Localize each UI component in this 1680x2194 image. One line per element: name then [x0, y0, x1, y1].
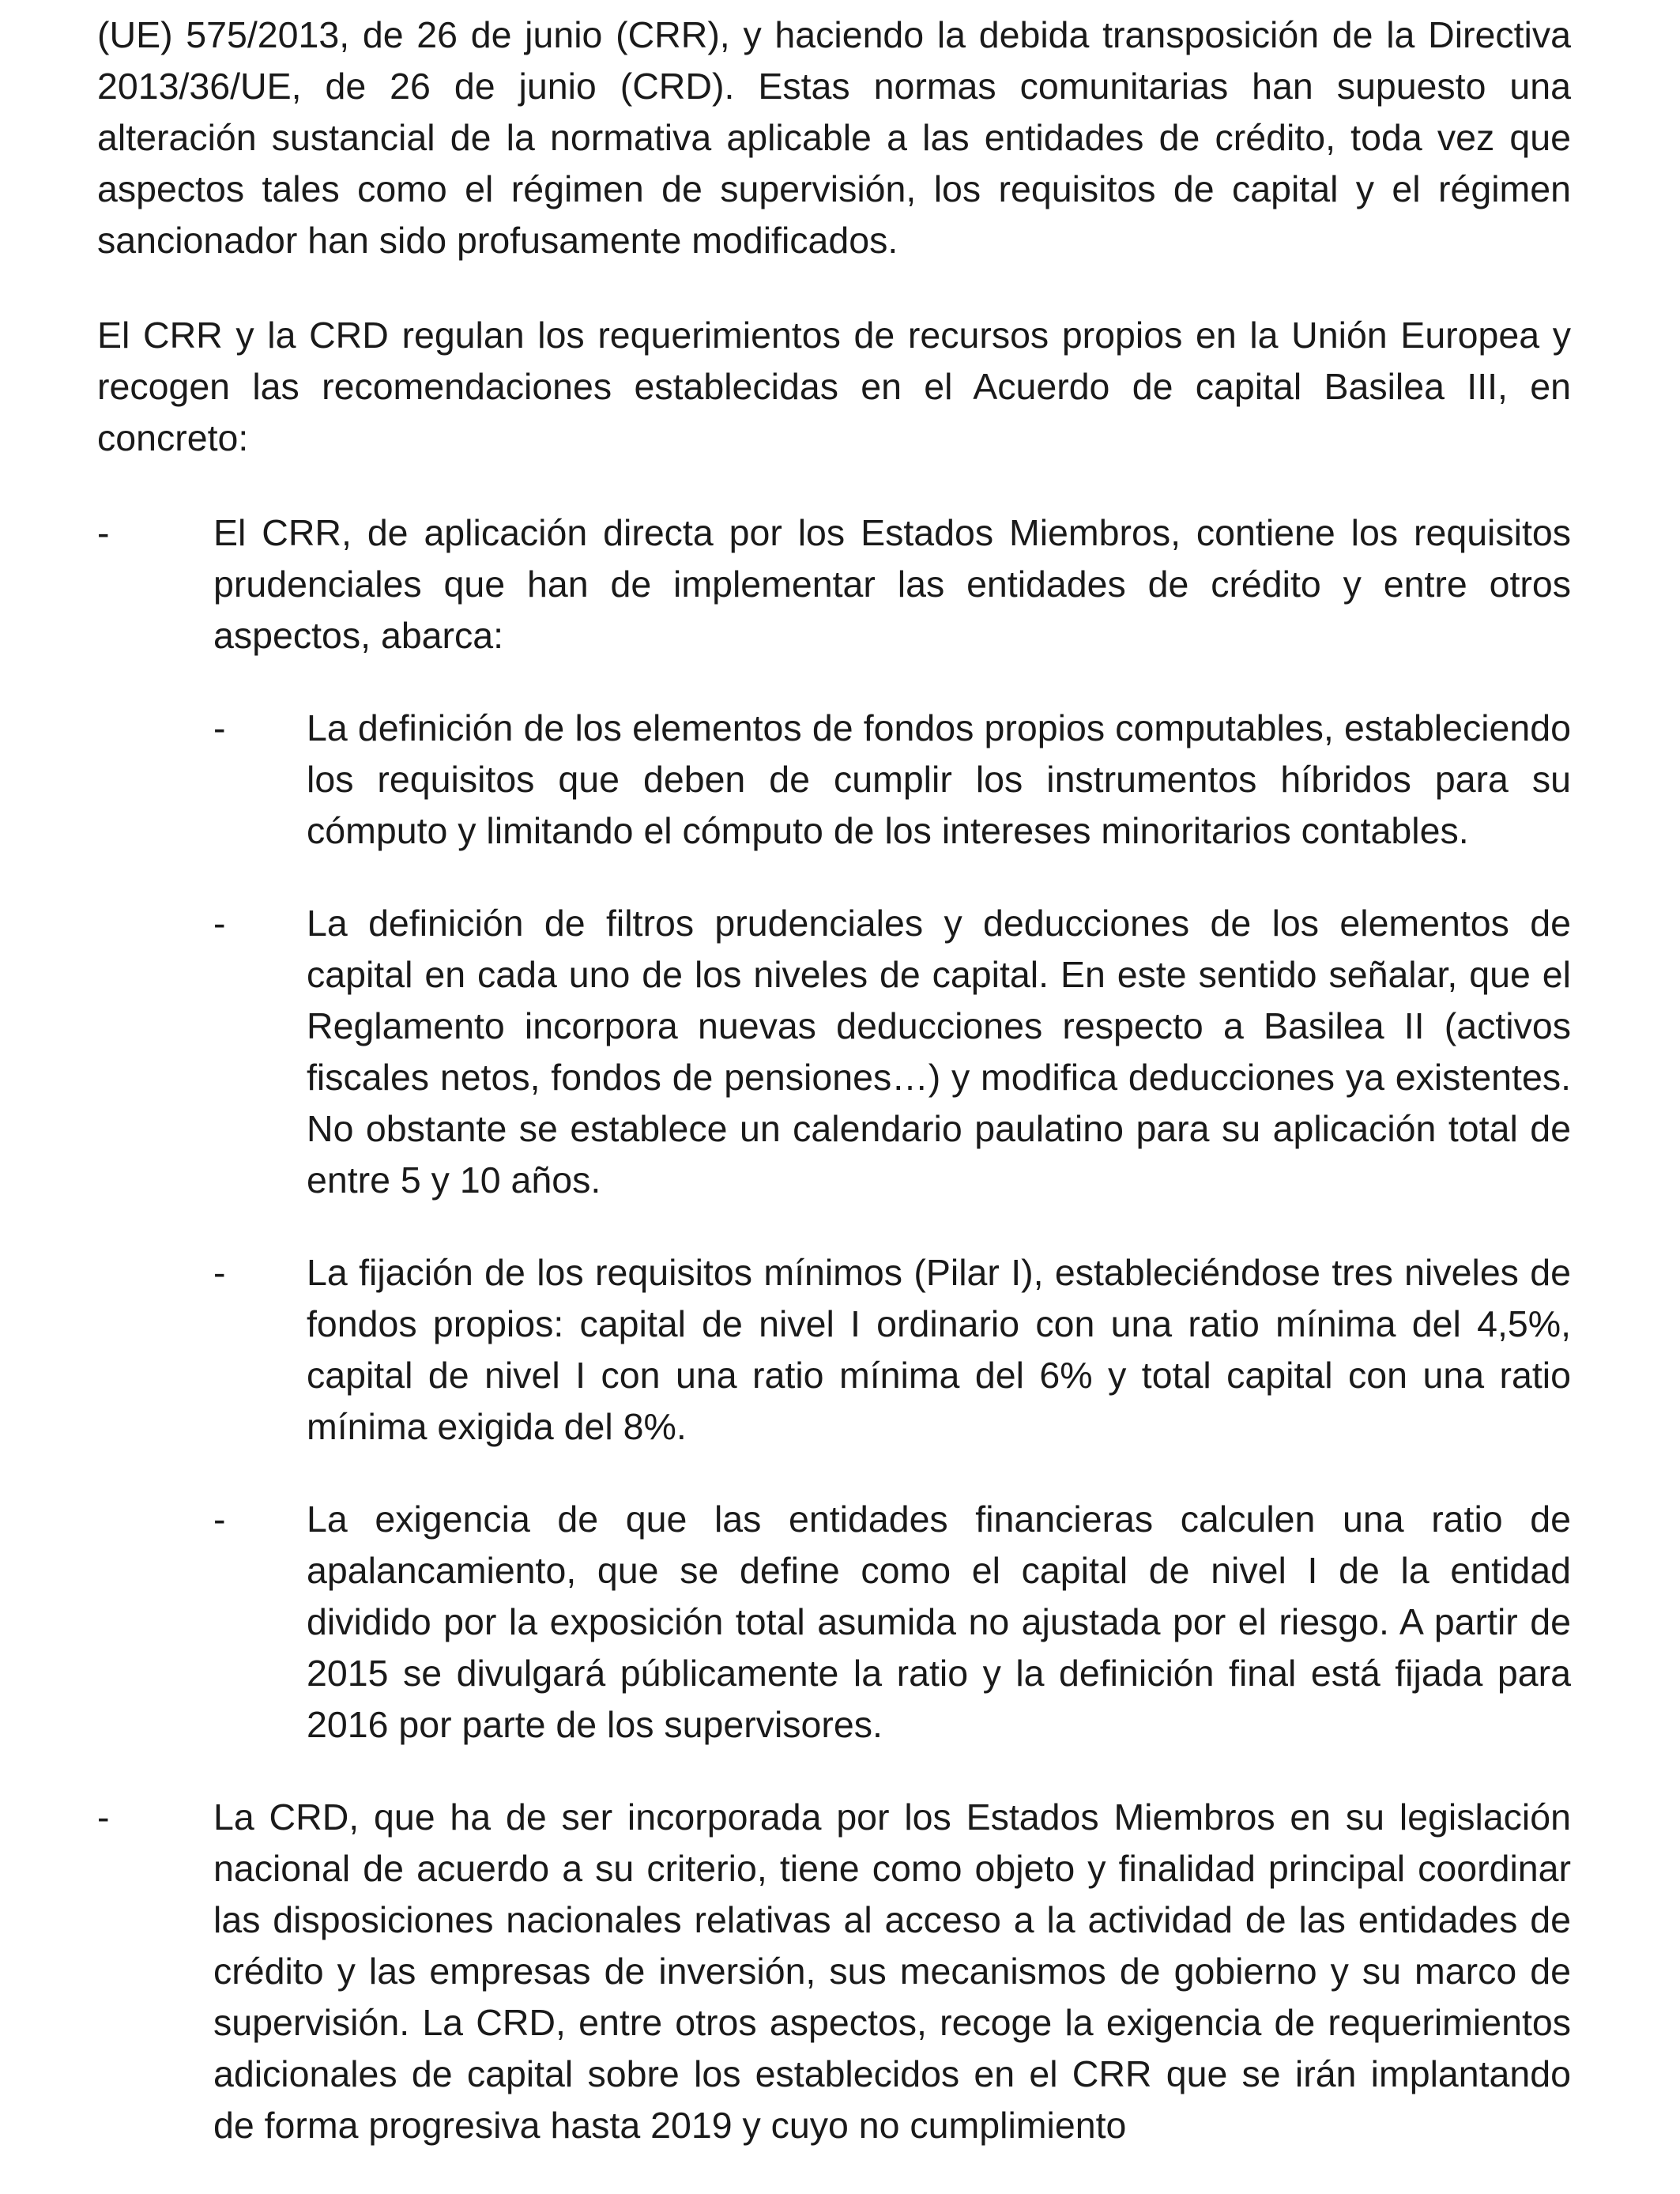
sublist-item-text: La fijación de los requisitos mínimos (Pilar I), estableciéndose tres niveles de fondos propios: capital de nivel I ordinario con una ratio mínima del 4,5%, capital de nivel I con una ratio mínima del 6% y total capital con una ratio mínima exigida del 8%. [307, 1252, 1571, 1447]
document-page [97, 9, 1571, 2151]
sublist-item [97, 1494, 1571, 1751]
sublist-item [97, 703, 1571, 857]
crr-crd-paragraph: El CRR y la CRD regulan los requerimientos de recursos propios en la Unión Europea y recogen las recomendaciones establecidas en el Acuerdo de capital Basilea III, en concreto: [97, 315, 1571, 458]
bullet-dash: - [97, 512, 110, 553]
sublist-item-text: La definición de los elementos de fondos propios computables, estableciendo los requisitos que deben de cumplir los instrumentos híbridos para su cómputo y limitando el cómputo de los intereses minoritarios contables. [307, 707, 1571, 851]
sublist-item-text: La exigencia de que las entidades financieras calculen una ratio de apalancamiento, que se define como el capital de nivel I de la entidad dividido por la exposición total asumida no ajustada por el riesgo. A partir de 2015 se divulgará públicamente la ratio y la definición final está fijada para 2016 por parte de los supervisores. [307, 1498, 1571, 1745]
bullet-dash: - [213, 1252, 226, 1293]
bullet-dash: - [213, 1498, 226, 1540]
bullet-dash: - [213, 707, 226, 748]
bullet-dash: - [213, 903, 226, 944]
list-item-text: La CRD, que ha de ser incorporada por los Estados Miembros en su legislación nacional de acuerdo a su criterio, tiene como objeto y finalidad principal coordinar las disposiciones nacionales relativas al acceso a la actividad de las entidades de crédito y las empresas de inversión, sus mecanismos de gobierno y su marco de supervisión. La CRD, entre otros aspectos, recoge la exigencia de requerimientos adicionales de capital sobre los establecidos en el CRR que se irán implantando de forma progresiva hasta 2019 y cuyo no cumplimiento [213, 1796, 1571, 2146]
list-item-crr [97, 507, 1571, 662]
sublist-item [97, 1247, 1571, 1453]
bullet-dash: - [97, 1796, 110, 1838]
list-item-text: El CRR, de aplicación directa por los Estados Miembros, contiene los requisitos prudenciales que han de implementar las entidades de crédito y entre otros aspectos, abarca: [213, 512, 1571, 656]
sublist-item [97, 898, 1571, 1206]
intro-paragraph: (UE) 575/2013, de 26 de junio (CRR), y haciendo la debida transposición de la Directiva 2013/36/UE, de 26 de junio (CRD). Estas normas comunitarias han supuesto una alteración sustancial de la normativa aplicable a las entidades de crédito, toda vez que aspectos tales como el régimen de supervisión, los requisitos de capital y el régimen sancionador han sido profusamente modificados. [97, 14, 1571, 261]
list-item-crd [97, 1792, 1571, 2151]
sublist-item-text: La definición de filtros prudenciales y deducciones de los elementos de capital en cada uno de los niveles de capital. En este sentido señalar, que el Reglamento incorpora nuevas deducciones respecto a Basilea II (activos fiscales netos, fondos de pensiones…) y modifica deducciones ya existentes. No obstante se establece un calendario paulatino para su aplicación total de entre 5 y 10 años. [307, 903, 1571, 1201]
